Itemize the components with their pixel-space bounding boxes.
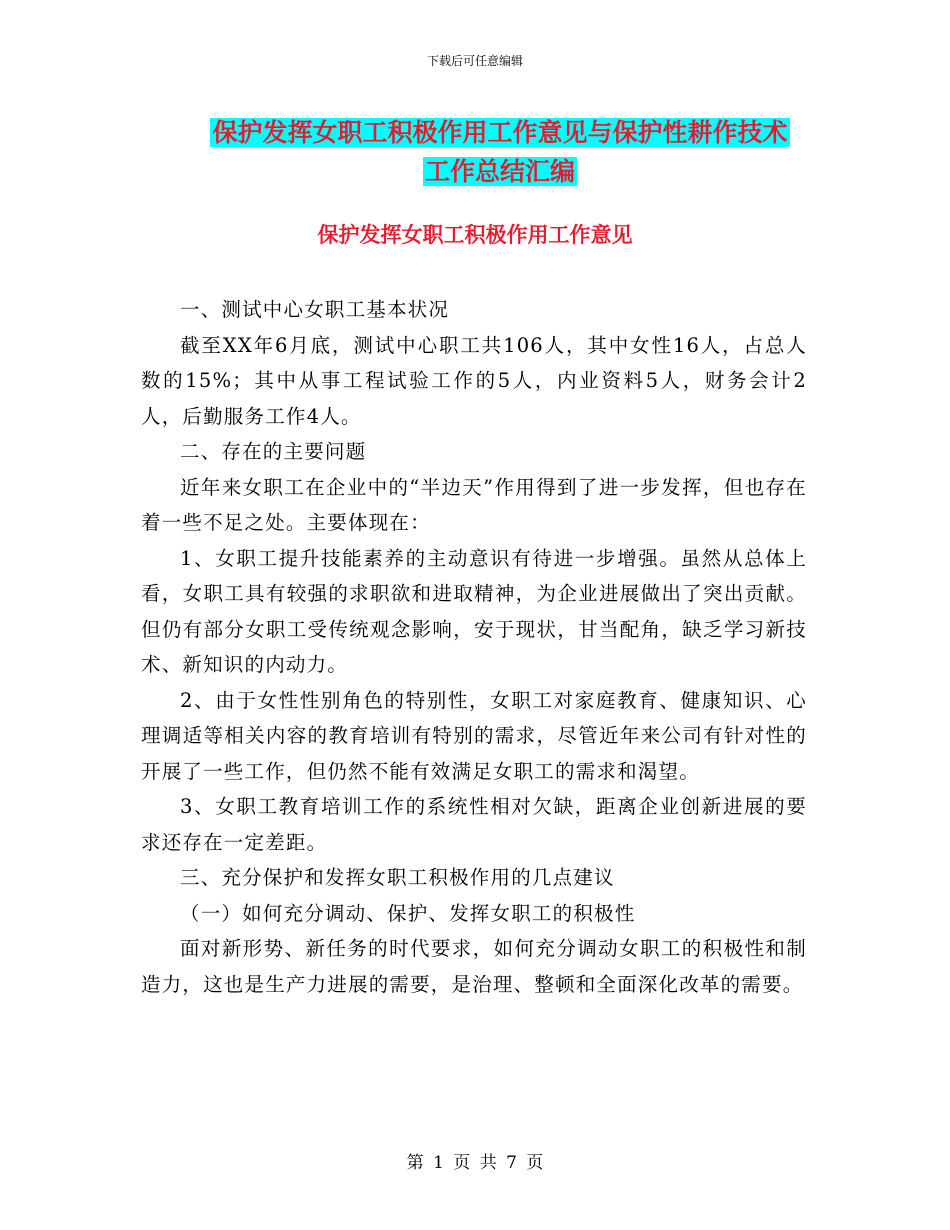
page-footer: 第 1 页 共 7 页 (406, 1153, 544, 1173)
paragraph-problems-intro: 近年来女职工在企业中的“半边天”作用得到了进一步发挥，但也存在着一些不足之处。主要体现在： (141, 475, 807, 534)
heading-basic-situation: 一、测试中心女职工基本状况 (180, 298, 450, 321)
document-title (190, 113, 810, 191)
subheading-suggestion-1: （一）如何充分调动、保护、发挥女职工的积极性 (180, 901, 636, 925)
paragraph-problem-1: 1、女职工提升技能素养的主动意识有待进一步增强。虽然从总体上看，女职工具有较强的求职欲和进取精神，为企业进展做出了突出贡献。但仍有部分女职工受传统观念影响，安于现状，甘当配角，缺乏学习新技术、新知识的内动力。 (141, 546, 807, 676)
section-title: 保护发挥女职工积极作用工作意见 (317, 223, 633, 247)
document-title-line-2: 工作总结汇编 (424, 157, 575, 186)
page-header: 下载后可任意编辑 (426, 54, 523, 68)
paragraph-suggestion-1: 面对新形势、新任务的时代要求，如何充分调动女职工的积极性和制造力，这也是生产力进展的需要，是治理、整顿和全面深化改革的需要。 (141, 937, 807, 996)
document-body (141, 292, 807, 1002)
document-title-line-1: 保护发挥女职工积极作用工作意见与保护性耕作技术 (212, 118, 788, 147)
paragraph-problem-2: 2、由于女性性别角色的特别性，女职工对家庭教育、健康知识、心理调适等相关内容的教育培训有特别的需求，尽管近年来公司有针对性的开展了一些工作，但仍然不能有效满足女职工的需求和渴望。 (141, 688, 807, 783)
paragraph-problem-3: 3、女职工教育培训工作的系统性相对欠缺，距离企业创新进展的要求还存在一定差距。 (141, 795, 807, 854)
heading-main-problems: 二、存在的主要问题 (180, 440, 367, 463)
heading-suggestions: 三、充分保护和发挥女职工积极作用的几点建议 (180, 866, 615, 889)
paragraph-statistics: 截至XX年6月底，测试中心职工共106人，其中女性16人，占总人数的15%；其中从事工程试验工作的5人，内业资料5人，财务会计2人，后勤服务工作4人。 (141, 333, 807, 428)
